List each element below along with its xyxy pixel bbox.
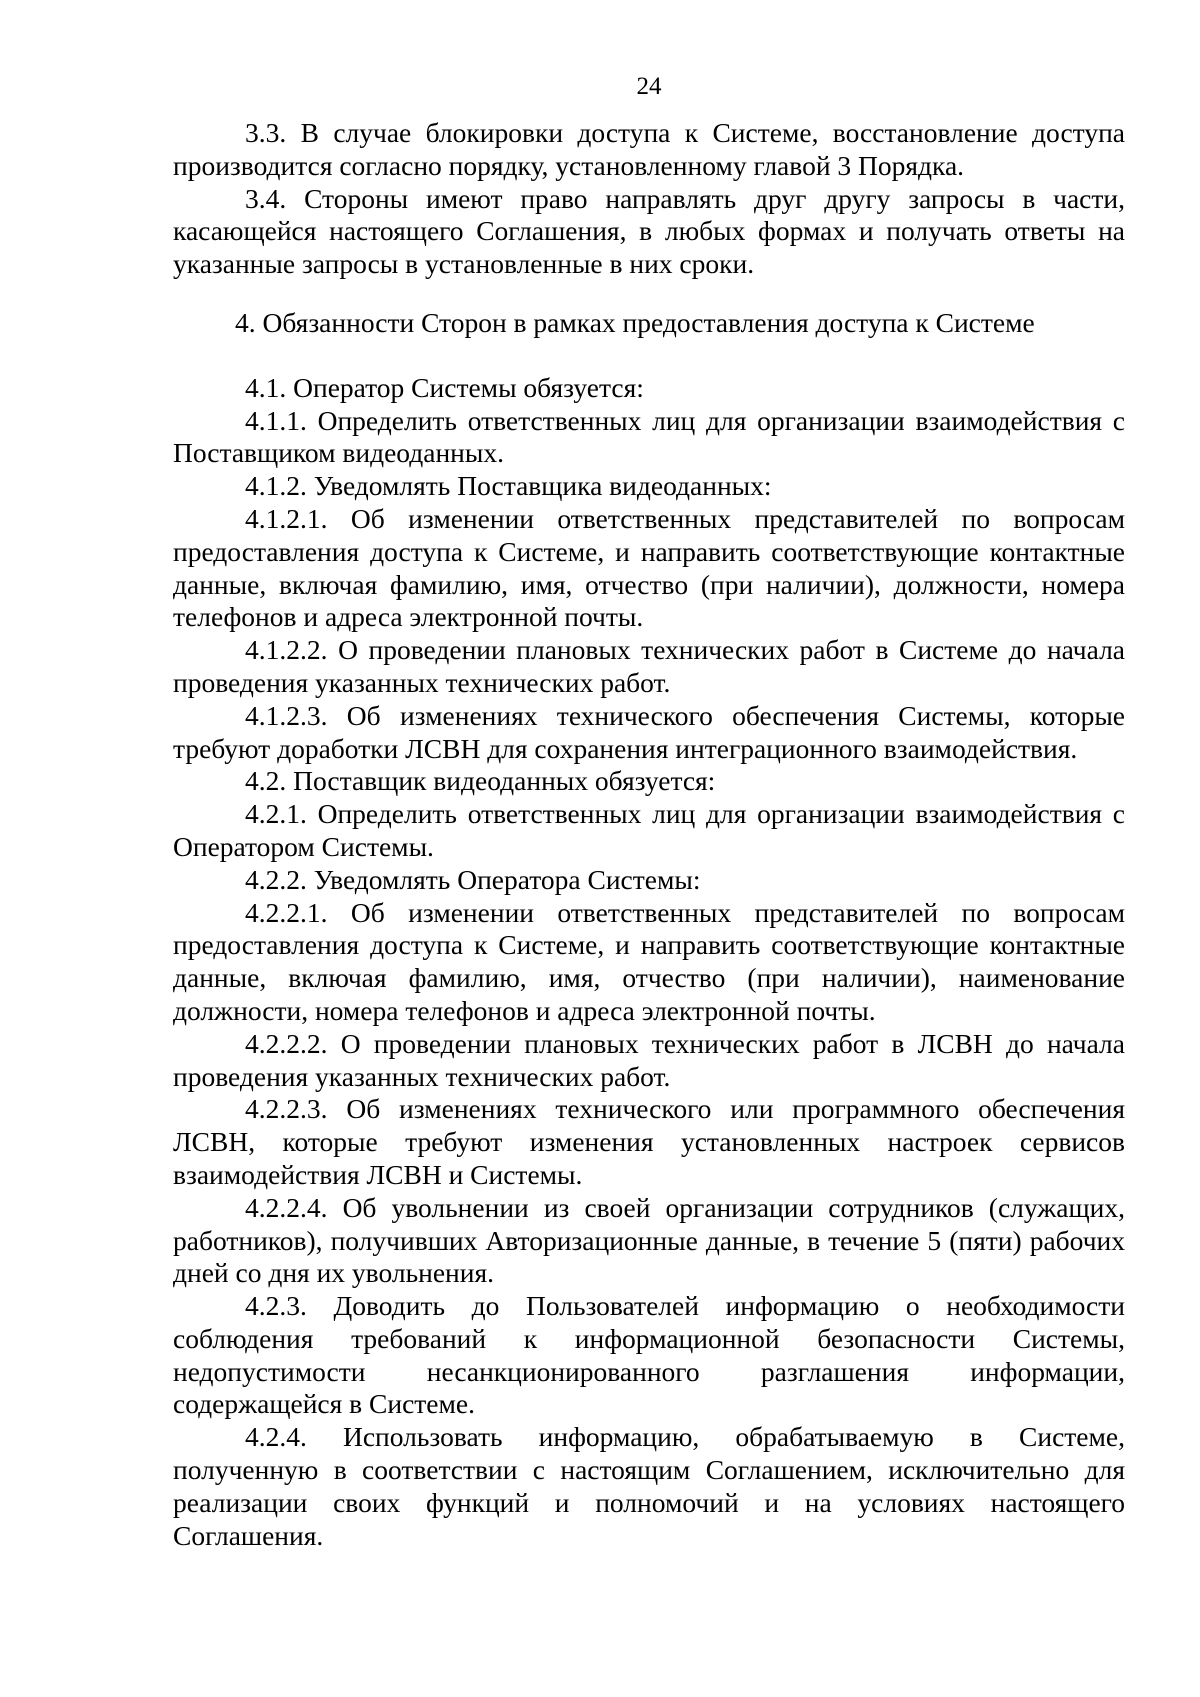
paragraph-3-3: 3.3. В случае блокировки доступа к Системе, восстановление доступа производится согласно порядку, установленному главой 3 Порядка. xyxy=(173,117,1125,181)
paragraph-4-2-2: 4.2.2. Уведомлять Оператора Системы: xyxy=(245,863,701,895)
paragraph-4-2-1: 4.2.1. Определить ответственных лиц для организации взаимодействия с Оператором Системы. xyxy=(173,798,1125,862)
paragraph-3-4: 3.4. Стороны имеют право направлять друг другу запросы в части, касающейся настоящего Соглашения, в любых формах и получать ответы на указанные запросы в установленные в них сроки. xyxy=(173,182,1125,280)
paragraph-4-1: 4.1. Оператор Системы обязуется: xyxy=(245,371,644,403)
paragraph-4-2-4: 4.2.4. Использовать информацию, обрабатываемую в Системе, полученную в соответствии с настоящим Соглашением, исключительно для реализации своих функций и полномочий и на условиях настоящего Соглашения. xyxy=(173,1421,1125,1551)
paragraph-4-1-2-2: 4.1.2.2. О проведении плановых технических работ в Системе до начала проведения указанных технических работ. xyxy=(173,634,1125,698)
paragraph-4-1-2-3: 4.1.2.3. Об изменениях технического обеспечения Системы, которые требуют доработки ЛСВН для сохранения интеграционного взаимодействия. xyxy=(173,699,1125,764)
paragraph-4-2-3: 4.2.3. Доводить до Пользователей информацию о необходимости соблюдения требований к информационной безопасности Системы, недопустимости несанкционированного разглашения информации, содержащейся в Системе. xyxy=(173,1290,1125,1420)
paragraph-4-2-2-1: 4.2.2.1. Об изменении ответственных представителей по вопросам предоставления доступа к Системе, и направить соответствующие контактные данные, включая фамилию, имя, отчество (при наличии), наименование должности, номера телефонов и адреса электронной почты. xyxy=(173,896,1125,1026)
paragraph-4-2-2-2: 4.2.2.2. О проведении плановых технических работ в ЛСВН до начала проведения указанных технических работ. xyxy=(173,1027,1125,1092)
paragraph-4-1-2-1: 4.1.2.1. Об изменении ответственных представителей по вопросам предоставления доступа к Системе, и направить соответствующие контактные данные, включая фамилию, имя, отчество (при наличии), должности, номера телефонов и адреса электронной почты. xyxy=(173,502,1125,633)
paragraph-4-1-1: 4.1.1. Определить ответственных лиц для организации взаимодействия с Поставщиком видеоданных. xyxy=(173,404,1125,469)
paragraph-4-2-2-3: 4.2.2.3. Об изменениях технического или программного обеспечения ЛСВН, которые требуют изменения установленных настроек сервисов взаимодействия ЛСВН и Системы. xyxy=(173,1093,1125,1190)
document-body xyxy=(173,117,1125,1552)
paragraph-4-1-2: 4.1.2. Уведомлять Поставщика видеоданных: xyxy=(245,470,772,502)
section-heading-4: 4. Обязанности Сторон в рамках предоставления доступа к Системе xyxy=(235,306,1035,338)
paragraph-4-2: 4.2. Поставщик видеоданных обязуется: xyxy=(245,765,716,797)
page-number: 24 xyxy=(636,73,662,100)
paragraph-4-2-2-4: 4.2.2.4. Об увольнении из своей организации сотрудников (служащих, работников), получивших Авторизационные данные, в течение 5 (пяти) рабочих дней со дня их увольнения. xyxy=(173,1191,1125,1289)
